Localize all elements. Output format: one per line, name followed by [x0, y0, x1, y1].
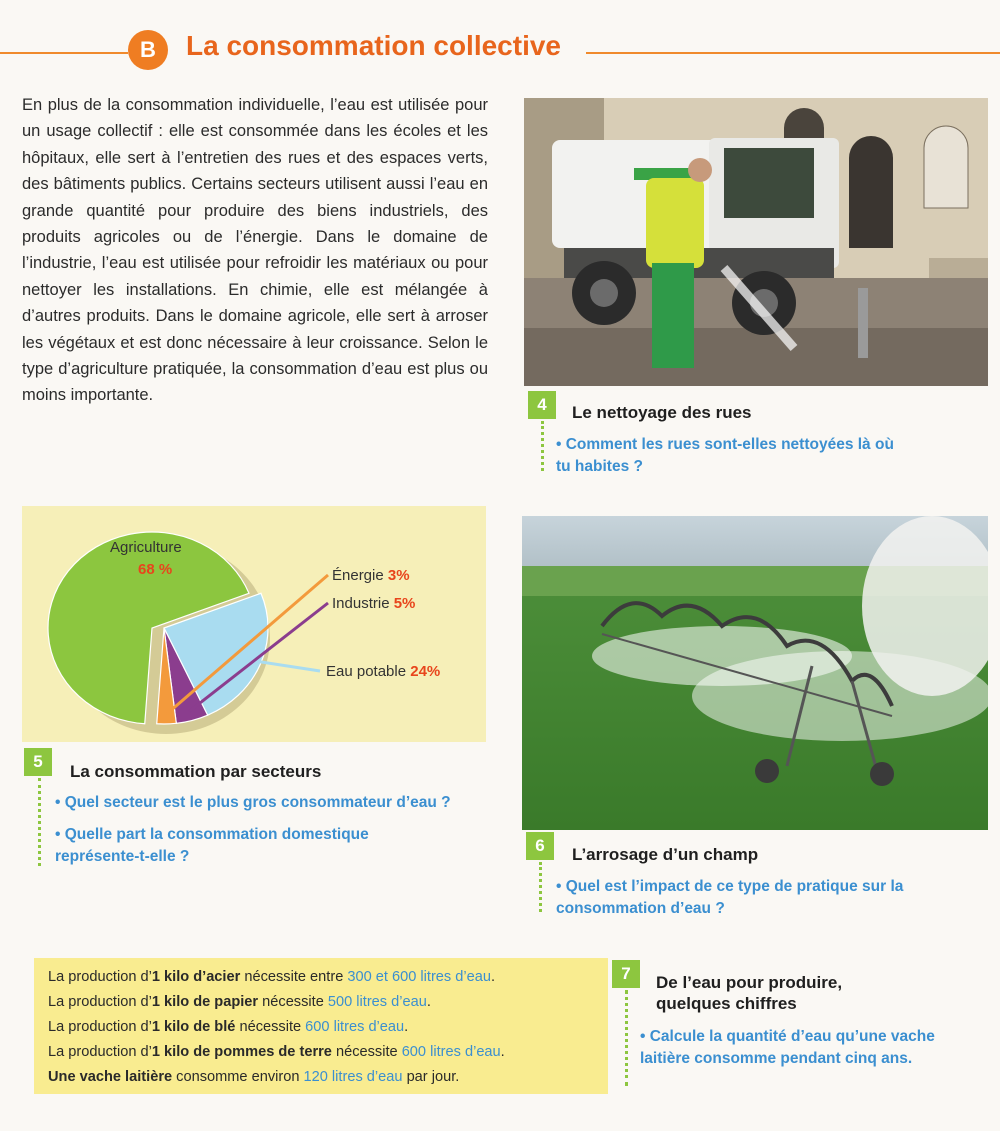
doc6-caption: L’arrosage d’un champ: [572, 845, 759, 864]
doc4-number: 4: [528, 391, 556, 419]
doc4-dotted-rule: [541, 421, 544, 471]
section-badge: B: [128, 30, 168, 70]
pie-value-agriculture: 68 %: [138, 561, 173, 578]
fact-text: .: [500, 1044, 505, 1060]
fact-bold: Une vache laitière: [48, 1069, 173, 1085]
fact-text: .: [490, 969, 496, 985]
header-rule-left: [0, 52, 128, 54]
doc6-dotted-rule: [539, 862, 542, 912]
doc7-question: • Calcule la quantité d’eau qu’une vache laitière consomme pendant cinq ans.: [640, 1028, 935, 1067]
fact-row: [48, 1069, 459, 1085]
fact-text: nécessite entre: [240, 969, 348, 985]
doc7-caption: De l’eau pour produire, quelques chiffres: [656, 973, 843, 1013]
sector-chart-panel: [22, 506, 486, 742]
field-irrigation-photo: [522, 516, 988, 830]
intro-paragraph: [22, 92, 488, 409]
fact-row: [48, 969, 495, 985]
doc7-number: 7: [612, 960, 640, 988]
intro-text: En plus de la consommation individuelle, l’eau est utilisée pour un usage collectif : elle est consommée dans les écoles et les hôpitaux, elle sert à l’entretien des rues et des espaces verts, des bâtiments publics. Certains secteurs utilisent aussi l’eau en grande quantité pour produire des biens industriels, des produits agricoles ou de l’énergie. Dans le domaine de l’industrie, l’eau est utilisée pour refroidir les matériaux ou pour nettoyer les installations. En chimie, elle est mélangée à d’autres produits. Dans le domaine agricole, elle sert à arroser les végétaux et est donc nécessaire à leur croissance. Selon le type d’agriculture pratiquée, la consommation d’eau est plus ou moins importante.: [22, 96, 488, 405]
doc6-number: 6: [526, 832, 554, 860]
street-cleaning-photo: [524, 98, 988, 386]
fact-value: 600 litres d’eau: [305, 1019, 405, 1035]
doc5-dotted-rule: [38, 778, 41, 866]
fact-text: par jour.: [402, 1069, 460, 1085]
water-facts-box: [34, 958, 608, 1094]
fact-text: La production d’: [48, 994, 152, 1010]
fact-text: .: [404, 1019, 409, 1035]
fact-text: .: [426, 994, 431, 1010]
doc4-caption: Le nettoyage des rues: [572, 403, 752, 422]
fact-value: 600 litres d’eau: [401, 1044, 501, 1060]
fact-text: nécessite: [258, 994, 328, 1010]
pie-label-industrie: Industrie 5%: [332, 595, 416, 612]
fact-text: La production d’: [48, 1044, 152, 1060]
fact-row: [48, 994, 431, 1010]
pie-label-eau-potable: Eau potable 24%: [326, 663, 441, 680]
fact-text: La production d’: [48, 1019, 152, 1035]
fact-text: La production d’: [48, 969, 152, 985]
fact-value: 500 litres d’eau: [327, 994, 427, 1010]
doc5-question-1: • Quel secteur est le plus gros consommateur d’eau ?: [55, 794, 451, 811]
doc5-question-2: • Quelle part la consommation domestique représente-t-elle ?: [55, 826, 369, 865]
doc5-caption: La consommation par secteurs: [70, 762, 322, 781]
fact-text: consomme environ: [172, 1069, 304, 1085]
fact-value: 300 et 600 litres d’eau: [347, 969, 491, 985]
pie-label-agriculture: Agriculture: [110, 539, 182, 556]
fact-row: [48, 1044, 505, 1060]
fact-bold: 1 kilo de papier: [151, 994, 259, 1010]
doc6-question: • Quel est l’impact de ce type de pratique sur la consommation d’eau ?: [556, 878, 904, 917]
pie-label-energie: Énergie 3%: [332, 567, 410, 584]
doc5-number: 5: [24, 748, 52, 776]
fact-text: nécessite: [235, 1019, 306, 1035]
fact-row: [48, 1019, 408, 1035]
sector-pie-chart: [22, 506, 486, 742]
section-title: La consommation collective: [186, 30, 561, 61]
fact-bold: 1 kilo d’acier: [151, 969, 241, 985]
fact-bold: 1 kilo de blé: [151, 1019, 236, 1035]
header-rule-right: [586, 52, 1000, 54]
doc7-dotted-rule: [625, 990, 628, 1086]
fact-text: nécessite: [331, 1044, 402, 1060]
doc4-question: • Comment les rues sont-elles nettoyées là où tu habites ?: [556, 436, 894, 475]
fact-value: 120 litres d’eau: [303, 1069, 403, 1085]
fact-bold: 1 kilo de pommes de terre: [151, 1044, 332, 1060]
